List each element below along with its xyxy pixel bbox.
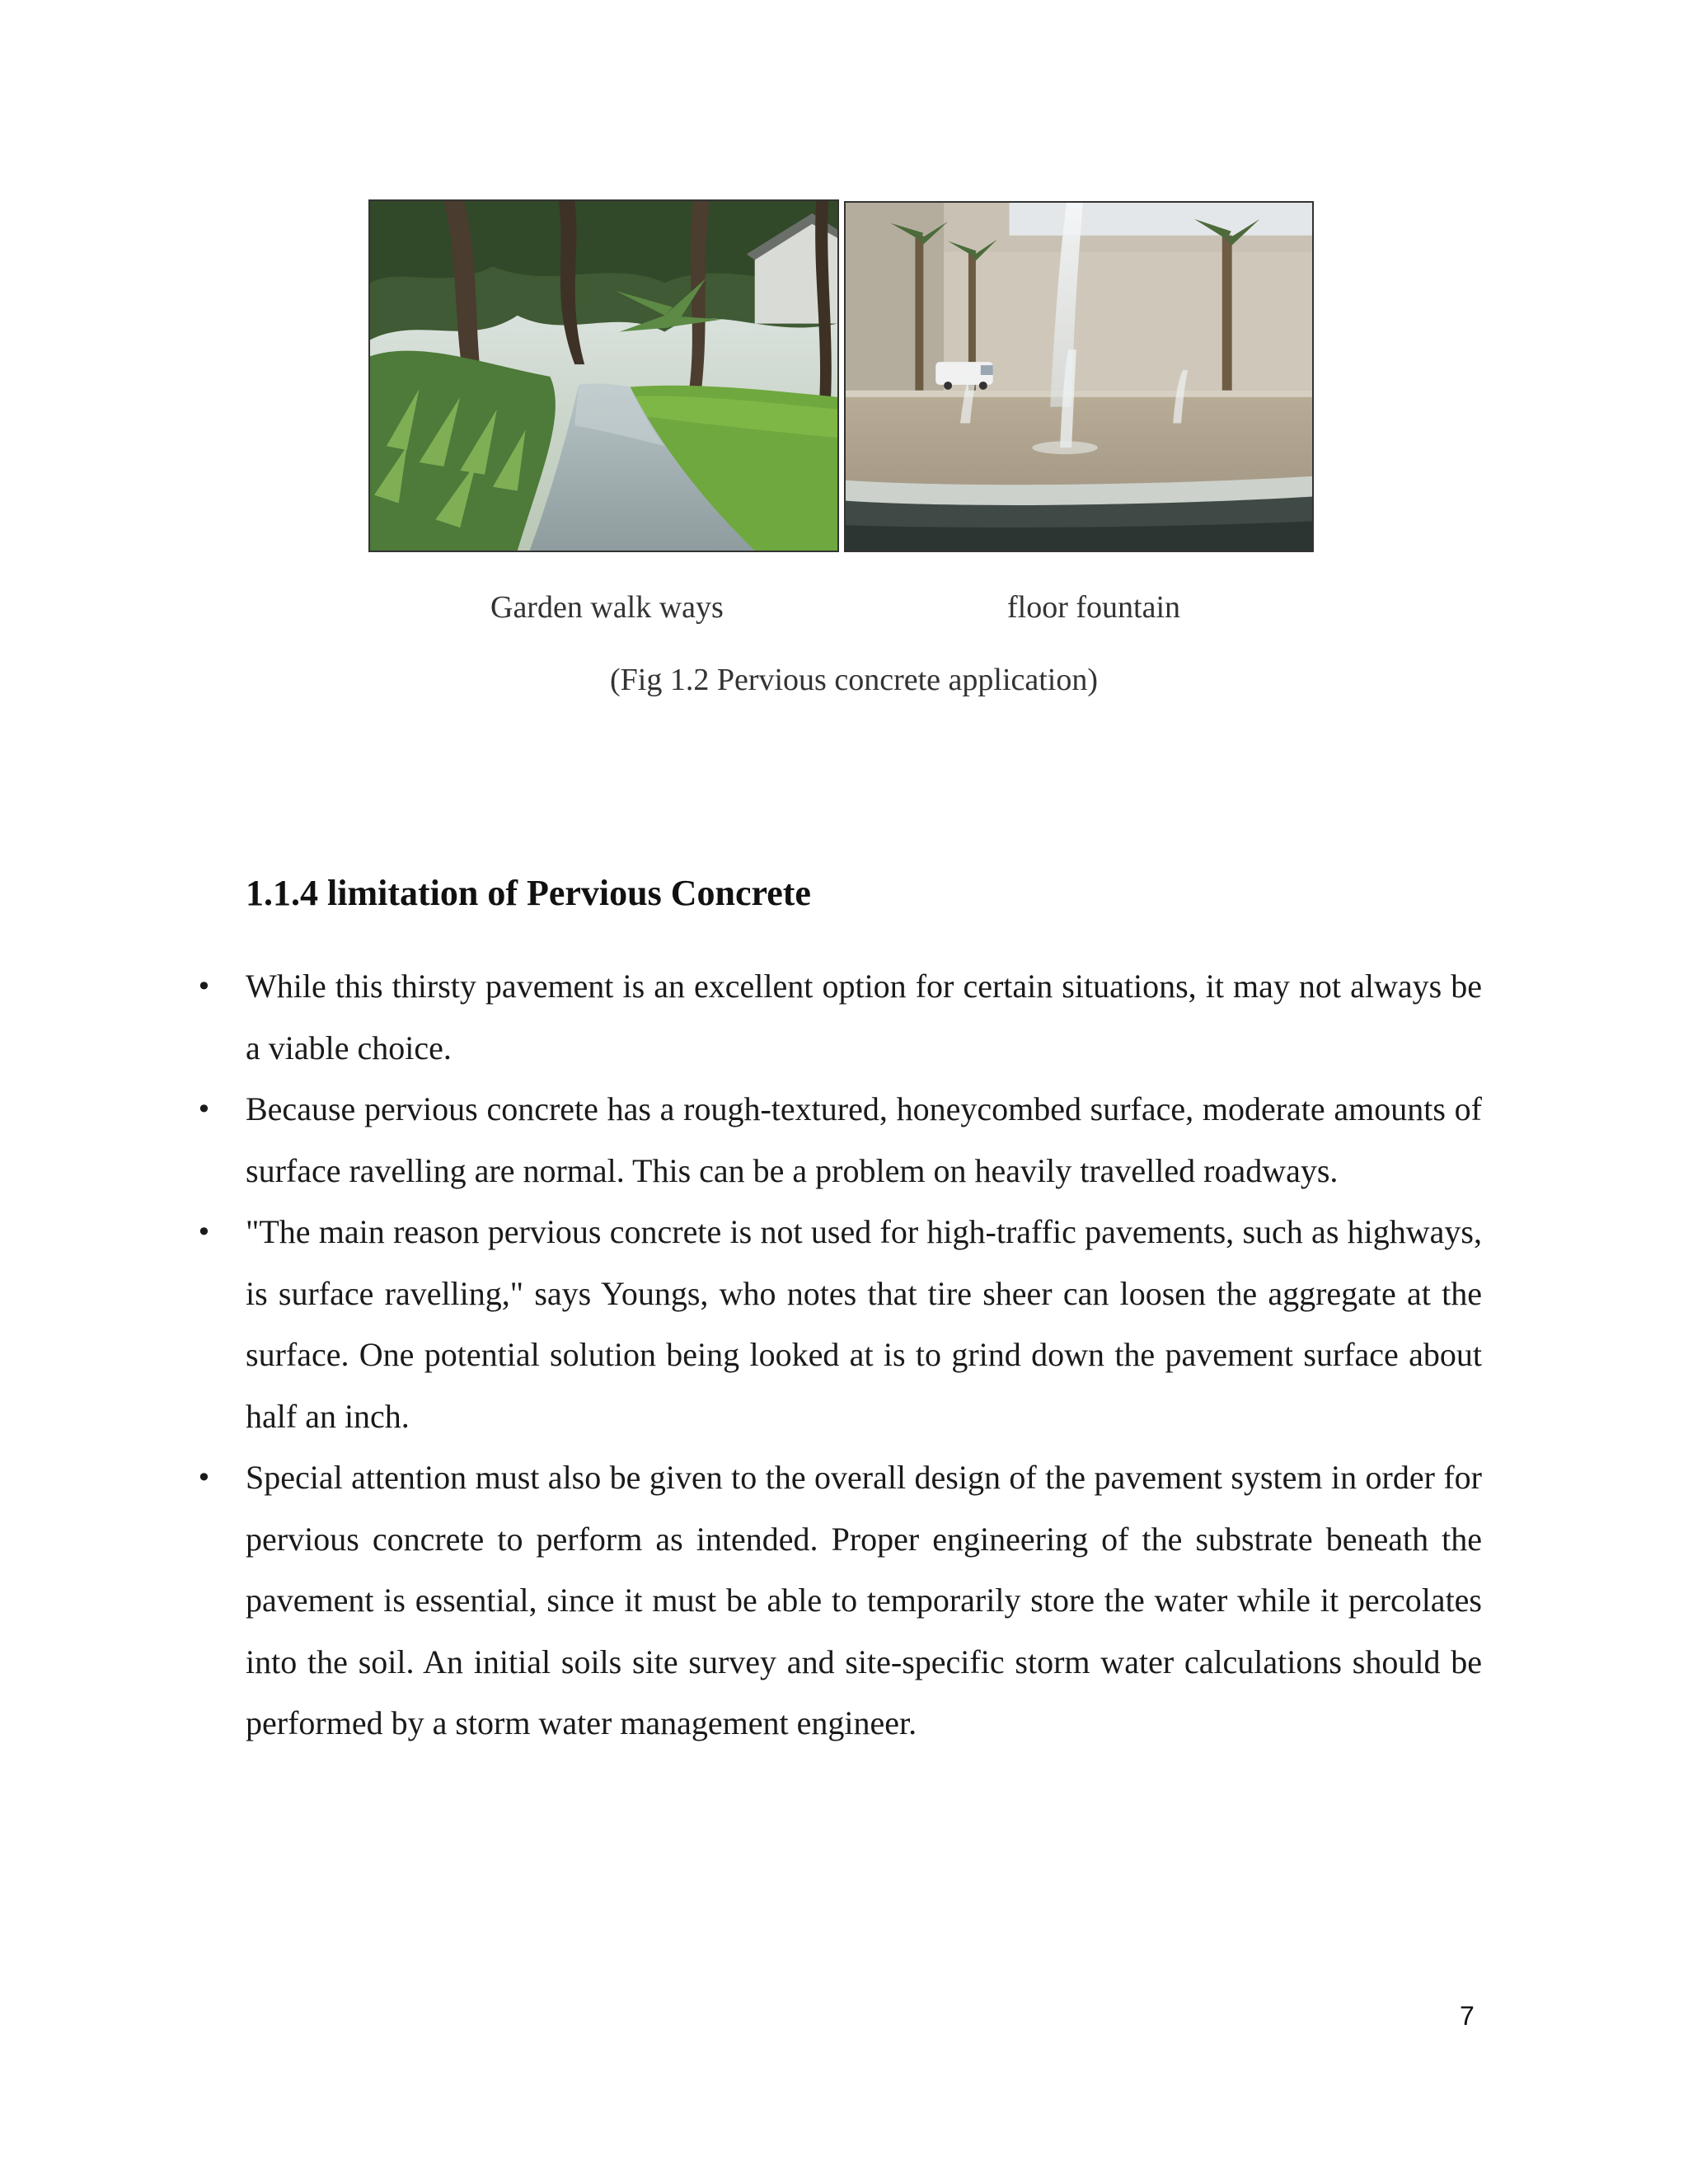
bullet-icon: •	[196, 1462, 212, 1493]
list-item	[196, 1447, 1482, 1755]
section-heading: 1.1.4 limitation of Pervious Concrete	[246, 873, 811, 913]
bullet-icon: •	[196, 971, 212, 1002]
list-item	[196, 956, 1482, 1079]
garden-walkway-illustration	[370, 201, 837, 551]
figure-caption-floor-fountain: floor fountain	[1007, 590, 1181, 625]
list-item	[196, 1079, 1482, 1202]
bullet-text: "The main reason pervious concrete is not used for high-traffic pavements, such as highways, is surface ravelling," says Youngs, who notes that tire sheer can loosen the aggregate at the surface. One potential solution being looked at is to grind down the pavement surface about half an inch.	[246, 1213, 1482, 1435]
figure-caption-garden-walkways: Garden walk ways	[490, 590, 724, 625]
floor-fountain-photo	[844, 201, 1314, 552]
bullet-icon: •	[196, 1094, 212, 1125]
bullet-text: Special attention must also be given to the overall design of the pavement system in order for pervious concrete to perform as intended. Proper engineering of the substrate beneath the pavement is essential, since it must be able to temporarily store the water while it percolates into the soil. An initial soils site survey and site-specific storm water calculations should be performed by a storm water management engineer.	[246, 1459, 1482, 1741]
bullet-text: While this thirsty pavement is an excellent option for certain situations, it may not always be a viable choice.	[246, 968, 1482, 1066]
limitations-bullet-list	[196, 956, 1482, 1755]
list-item	[196, 1202, 1482, 1447]
bullet-icon: •	[196, 1216, 212, 1248]
garden-walkway-photo	[368, 199, 839, 552]
page-number: 7	[1460, 2001, 1475, 2031]
floor-fountain-illustration	[846, 203, 1312, 551]
figure-number-caption: (Fig 1.2 Pervious concrete application)	[610, 663, 1099, 697]
bullet-text: Because pervious concrete has a rough-textured, honeycombed surface, moderate amounts of surface ravelling are normal. This can be a problem on heavily travelled roadways.	[246, 1090, 1482, 1189]
